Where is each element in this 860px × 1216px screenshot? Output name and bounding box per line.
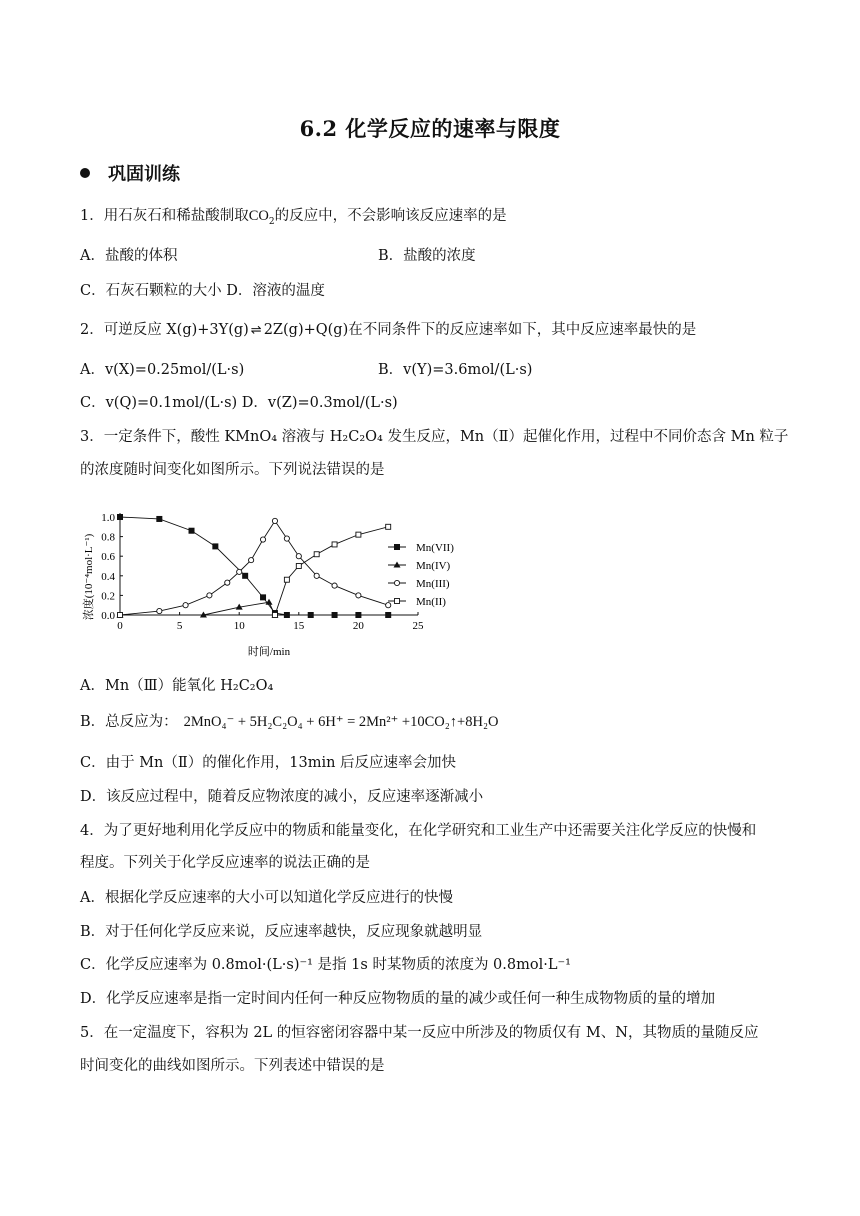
q3-option-a: A．Mn（Ⅲ）能氧化 H₂C₂O₄ bbox=[80, 678, 274, 694]
section-heading bbox=[80, 160, 180, 186]
data-point bbox=[385, 612, 391, 618]
data-point bbox=[386, 524, 391, 529]
q1-option-cd: C．石灰石颗粒的大小 D．溶液的温度 bbox=[80, 283, 325, 299]
legend-marker bbox=[394, 562, 401, 568]
data-point bbox=[157, 608, 162, 613]
q3-option-b-equation: 2MnO₄⁻ + 5H₂C₂O₄ + 6H⁺ = 2Mn²⁺ +10CO₂↑+8H₂O bbox=[183, 714, 499, 730]
x-tick-label: 5 bbox=[176, 620, 183, 632]
q2-stem-text-a: 2．可逆反应 X(g)+3Y(g) bbox=[80, 322, 249, 338]
data-point bbox=[249, 558, 254, 563]
data-point bbox=[284, 536, 289, 541]
data-point bbox=[284, 577, 289, 582]
series-line bbox=[120, 517, 388, 615]
data-point bbox=[117, 514, 123, 520]
data-point bbox=[118, 613, 123, 618]
data-point bbox=[284, 612, 290, 618]
q3-option-b-prefix: B．总反应为： bbox=[80, 714, 178, 730]
data-point bbox=[332, 612, 338, 618]
q4-option-b: B．对于任何化学反应来说，反应速率越快，反应现象就越明显 bbox=[80, 924, 483, 940]
x-tick-label: 20 bbox=[352, 620, 364, 632]
data-point bbox=[242, 573, 248, 579]
series-mnvii bbox=[117, 514, 391, 618]
series-mniii bbox=[117, 518, 390, 617]
q3-option-d: D．该反应过程中，随着反应物浓度的减小，反应速率逐渐减小 bbox=[80, 789, 484, 805]
chart-series bbox=[117, 514, 392, 618]
q4-option-d: D．化学反应速率是指一定时间内任何一种反应物物质的量的减少或任何一种生成物物质的量的增加 bbox=[80, 991, 716, 1007]
legend-label: Mn(IV) bbox=[416, 560, 451, 572]
q3-option-b bbox=[80, 712, 499, 732]
legend-entry bbox=[388, 560, 451, 572]
page-title: 6.2 化学反应的速率与限度 bbox=[299, 116, 561, 141]
x-tick-label: 0 bbox=[117, 620, 123, 632]
data-point bbox=[386, 603, 391, 608]
series-line bbox=[120, 521, 388, 615]
data-point bbox=[212, 543, 218, 549]
q2-stem bbox=[80, 320, 696, 341]
q2-stem-text-b: 2Z(g)+Q(g)在不同条件下的反应速率如下，其中反应速率最快的是 bbox=[263, 322, 697, 338]
legend-marker bbox=[395, 599, 400, 604]
q5-stem-line1: 5．在一定温度下，容积为 2L 的恒容密闭容器中某一反应中所涉及的物质仅有 M、N，其物质的量随反应 bbox=[80, 1025, 759, 1041]
data-point bbox=[260, 537, 265, 542]
y-tick-label: 0.4 bbox=[101, 570, 115, 583]
legend-marker bbox=[394, 544, 400, 550]
q1-option-a: A．盐酸的体积 bbox=[80, 248, 178, 264]
data-point bbox=[332, 542, 337, 547]
series-line bbox=[120, 527, 388, 615]
q5-stem-line2: 时间变化的曲线如图所示。下列表述中错误的是 bbox=[80, 1058, 385, 1074]
q1-stem-sub: 2 bbox=[268, 216, 275, 227]
data-point bbox=[189, 528, 195, 534]
data-point bbox=[207, 593, 212, 598]
bullet-icon bbox=[80, 168, 90, 178]
mn-concentration-chart bbox=[80, 505, 480, 660]
q3-stem-line1: 3．一定条件下，酸性 KMnO₄ 溶液与 H₂C₂O₄ 发生反应，Mn（Ⅱ）起催化作用，过程中不同价态含 Mn 粒子 bbox=[80, 429, 789, 445]
q1-option-b: B．盐酸的浓度 bbox=[378, 248, 476, 264]
legend-entry bbox=[388, 542, 454, 554]
y-tick-label: 0.2 bbox=[101, 590, 115, 603]
x-tick-label: 10 bbox=[233, 620, 245, 632]
legend-label: Mn(III) bbox=[416, 578, 450, 590]
chart-y-label: 浓度(10⁻⁴mol·L⁻¹) bbox=[83, 533, 95, 621]
data-point bbox=[356, 532, 361, 537]
x-tick-label: 15 bbox=[293, 620, 305, 632]
q2-option-cd: C．v(Q)=0.1mol/(L·s) D．v(Z)=0.3mol/(L·s) bbox=[80, 395, 398, 411]
q2-option-a: A．v(X)=0.25mol/(L·s) bbox=[80, 362, 245, 378]
y-tick-label: 1.0 bbox=[101, 512, 115, 524]
x-tick-label: 25 bbox=[412, 620, 424, 632]
data-point bbox=[156, 516, 162, 522]
legend-entry bbox=[388, 596, 446, 608]
equilibrium-arrow-icon: ⇌ bbox=[250, 323, 262, 338]
data-point bbox=[332, 583, 337, 588]
data-point bbox=[296, 564, 301, 569]
section-title: 巩固训练 bbox=[108, 164, 180, 185]
data-point bbox=[260, 594, 266, 600]
q1-stem bbox=[80, 206, 507, 232]
legend-entry bbox=[388, 578, 450, 590]
data-point bbox=[355, 612, 361, 618]
legend-marker bbox=[394, 580, 399, 585]
data-point bbox=[183, 603, 188, 608]
q2-option-b: B．v(Y)=3.6mol/(L·s) bbox=[378, 362, 533, 378]
q4-stem-line1: 4．为了更好地利用化学反应中的物质和能量变化，在化学研究和工业生产中还需要关注化学反应的快慢和 bbox=[80, 823, 757, 839]
series-mnii bbox=[118, 524, 391, 617]
data-point bbox=[314, 573, 319, 578]
chart-legend bbox=[388, 542, 454, 608]
q1-stem-text-b: 的反应中，不会影响该反应速率的是 bbox=[274, 208, 507, 224]
data-point bbox=[225, 580, 230, 585]
y-tick-label: 0.8 bbox=[101, 531, 115, 544]
legend-label: Mn(VII) bbox=[416, 542, 454, 554]
q4-option-c: C．化学反应速率为 0.8mol·(L·s)⁻¹ 是指 1s 时某物质的浓度为 0.8mol·L⁻¹ bbox=[80, 957, 571, 973]
q4-stem-line2: 程度。下列关于化学反应速率的说法正确的是 bbox=[80, 855, 370, 871]
data-point bbox=[356, 593, 361, 598]
q1-stem-text-a: 1．用石灰石和稀盐酸制取 bbox=[80, 208, 249, 224]
data-point bbox=[272, 613, 277, 618]
legend-label: Mn(II) bbox=[416, 596, 446, 608]
q3-stem-line2: 的浓度随时间变化如图所示。下列说法错误的是 bbox=[80, 462, 385, 478]
chart-x-label: 时间/min bbox=[247, 646, 291, 658]
data-point bbox=[237, 569, 242, 574]
data-point bbox=[308, 612, 314, 618]
q3-option-c: C．由于 Mn（Ⅱ）的催化作用，13min 后反应速率会加快 bbox=[80, 755, 457, 771]
q4-option-a: A．根据化学反应速率的大小可以知道化学反应进行的快慢 bbox=[80, 890, 453, 906]
data-point bbox=[272, 518, 277, 523]
y-tick-label: 0.6 bbox=[101, 551, 115, 564]
q1-stem-chem: CO bbox=[248, 208, 269, 224]
y-tick-label: 0.0 bbox=[101, 610, 115, 622]
data-point bbox=[296, 554, 301, 559]
data-point bbox=[314, 552, 319, 557]
